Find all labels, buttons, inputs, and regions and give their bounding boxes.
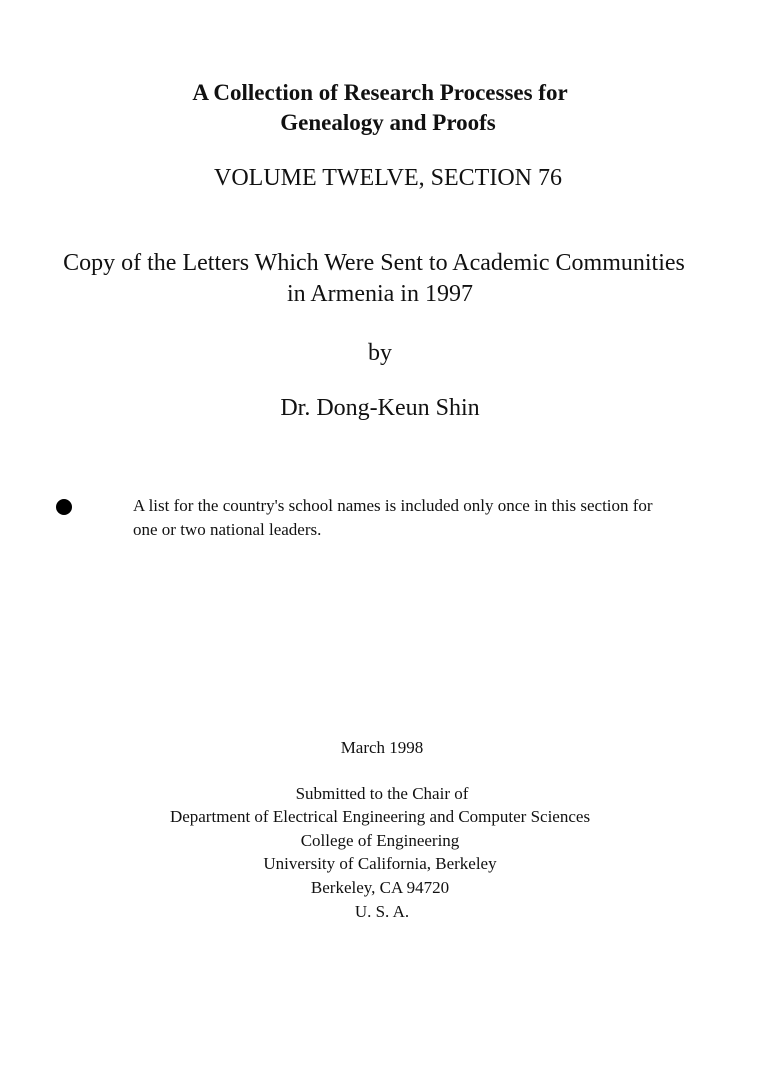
title-line-2: Genealogy and Proofs <box>280 110 496 135</box>
submission-line-3: College of Engineering <box>300 831 460 850</box>
author-name: Dr. Dong-Keun Shin <box>280 395 480 421</box>
note-line-1: A list for the country's school names is included only once in this section for <box>133 496 653 515</box>
volume-heading: VOLUME TWELVE, SECTION 76 <box>214 165 562 191</box>
submission-line-4: University of California, Berkeley <box>263 854 497 873</box>
subject-line-1: Copy of the Letters Which Were Sent to Academic Communities <box>63 250 685 276</box>
by-label: by <box>368 340 392 366</box>
submission-line-2: Department of Electrical Engineering and Computer Sciences <box>169 807 591 826</box>
note-paragraph <box>133 494 733 542</box>
submission-line-5: Berkeley, CA 94720 <box>310 878 450 897</box>
submission-line-6: U. S. A. <box>354 902 410 921</box>
submission-line-1: Submitted to the Chair of <box>295 784 469 803</box>
note-line-2: one or two national leaders. <box>133 520 322 539</box>
publication-date: March 1998 <box>340 738 424 757</box>
title-line-1: A Collection of Research Processes for <box>192 80 568 105</box>
subject-line-2: in Armenia in 1997 <box>287 281 473 307</box>
bullet-icon <box>56 499 72 515</box>
